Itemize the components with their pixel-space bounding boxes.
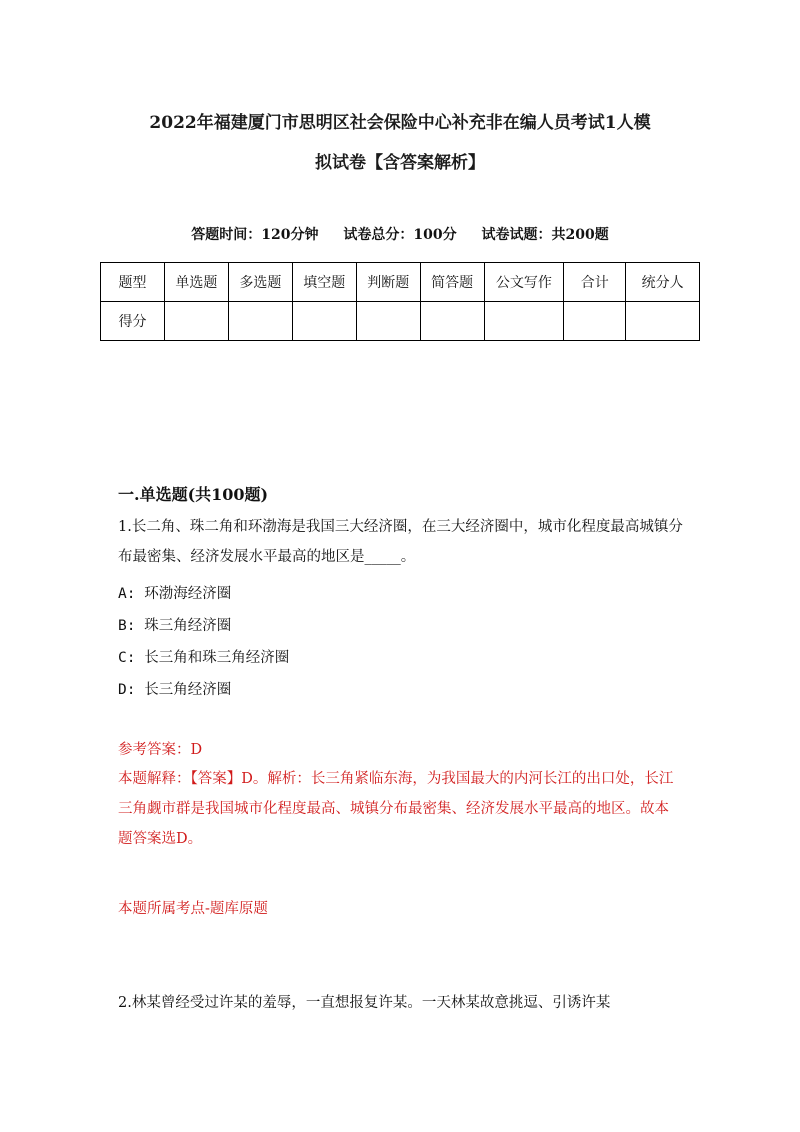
score-cell bbox=[564, 302, 626, 341]
score-cell bbox=[420, 302, 484, 341]
option-text: 环渤海经济圈 bbox=[144, 586, 232, 602]
document-title-line2: 拟试卷【含答案解析】 bbox=[315, 153, 485, 173]
document-title-line1: 2022年福建厦门市思明区社会保险中心补充非在编人员考试1人模 bbox=[149, 113, 651, 133]
question-1-option-a bbox=[118, 582, 231, 603]
option-text: 长三角和珠三角经济圈 bbox=[144, 650, 290, 666]
score-cell bbox=[356, 302, 420, 341]
score-cell bbox=[626, 302, 700, 341]
option-text: 长三角经济圈 bbox=[144, 682, 232, 698]
score-cell bbox=[164, 302, 228, 341]
score-table-header-row bbox=[101, 263, 700, 302]
score-cell bbox=[228, 302, 292, 341]
question-1-text: 1.长二角、珠二角和环渤海是我国三大经济圈，在三大经济圈中，城市化程度最高城镇分布最密集、经济发展水平最高的地区是_____。 bbox=[118, 519, 683, 565]
score-table-score-row bbox=[101, 302, 700, 341]
score-table-header: 简答题 bbox=[420, 263, 484, 302]
question-1-explanation: 本题解释：【答案】D。解析：长三角紧临东海，为我国最大的内河长江的出口处，长江三角觑市群是我国城市化程度最高、城镇分布最密集、经济发展水平最高的地区。故本题答案选D。 bbox=[118, 771, 674, 847]
score-row-label: 得分 bbox=[101, 302, 165, 341]
score-cell bbox=[292, 302, 356, 341]
exam-total-score: 试卷总分：100分 bbox=[343, 227, 457, 243]
score-table-header: 题型 bbox=[101, 263, 165, 302]
option-key: D: bbox=[118, 682, 136, 698]
section-title: 一.单选题(共100题) bbox=[118, 485, 269, 504]
score-table-header: 合计 bbox=[564, 263, 626, 302]
score-table-header: 公文写作 bbox=[484, 263, 564, 302]
question-1-source: 本题所属考点-题库原题 bbox=[118, 901, 268, 917]
option-key: C: bbox=[118, 650, 136, 666]
exam-meta bbox=[0, 224, 800, 244]
option-key: A: bbox=[118, 586, 136, 602]
question-1-answer: 参考答案：D bbox=[118, 742, 203, 758]
score-table-header: 单选题 bbox=[164, 263, 228, 302]
question-1-option-b bbox=[118, 614, 231, 635]
exam-time: 答题时间：120分钟 bbox=[191, 227, 319, 243]
exam-question-count: 试卷试题：共200题 bbox=[481, 227, 609, 243]
option-key: B: bbox=[118, 618, 136, 634]
score-table-header: 填空题 bbox=[292, 263, 356, 302]
score-cell bbox=[484, 302, 564, 341]
question-2-text: 2.林某曾经受过许某的羞辱，一直想报复许某。一天林某故意挑逗、引诱许某 bbox=[118, 995, 611, 1011]
score-table-header: 判断题 bbox=[356, 263, 420, 302]
option-text: 珠三角经济圈 bbox=[144, 618, 232, 634]
question-1-option-c bbox=[118, 646, 289, 667]
score-table bbox=[100, 262, 700, 341]
score-table-header: 统分人 bbox=[626, 263, 700, 302]
score-table-header: 多选题 bbox=[228, 263, 292, 302]
question-1-option-d bbox=[118, 678, 231, 699]
